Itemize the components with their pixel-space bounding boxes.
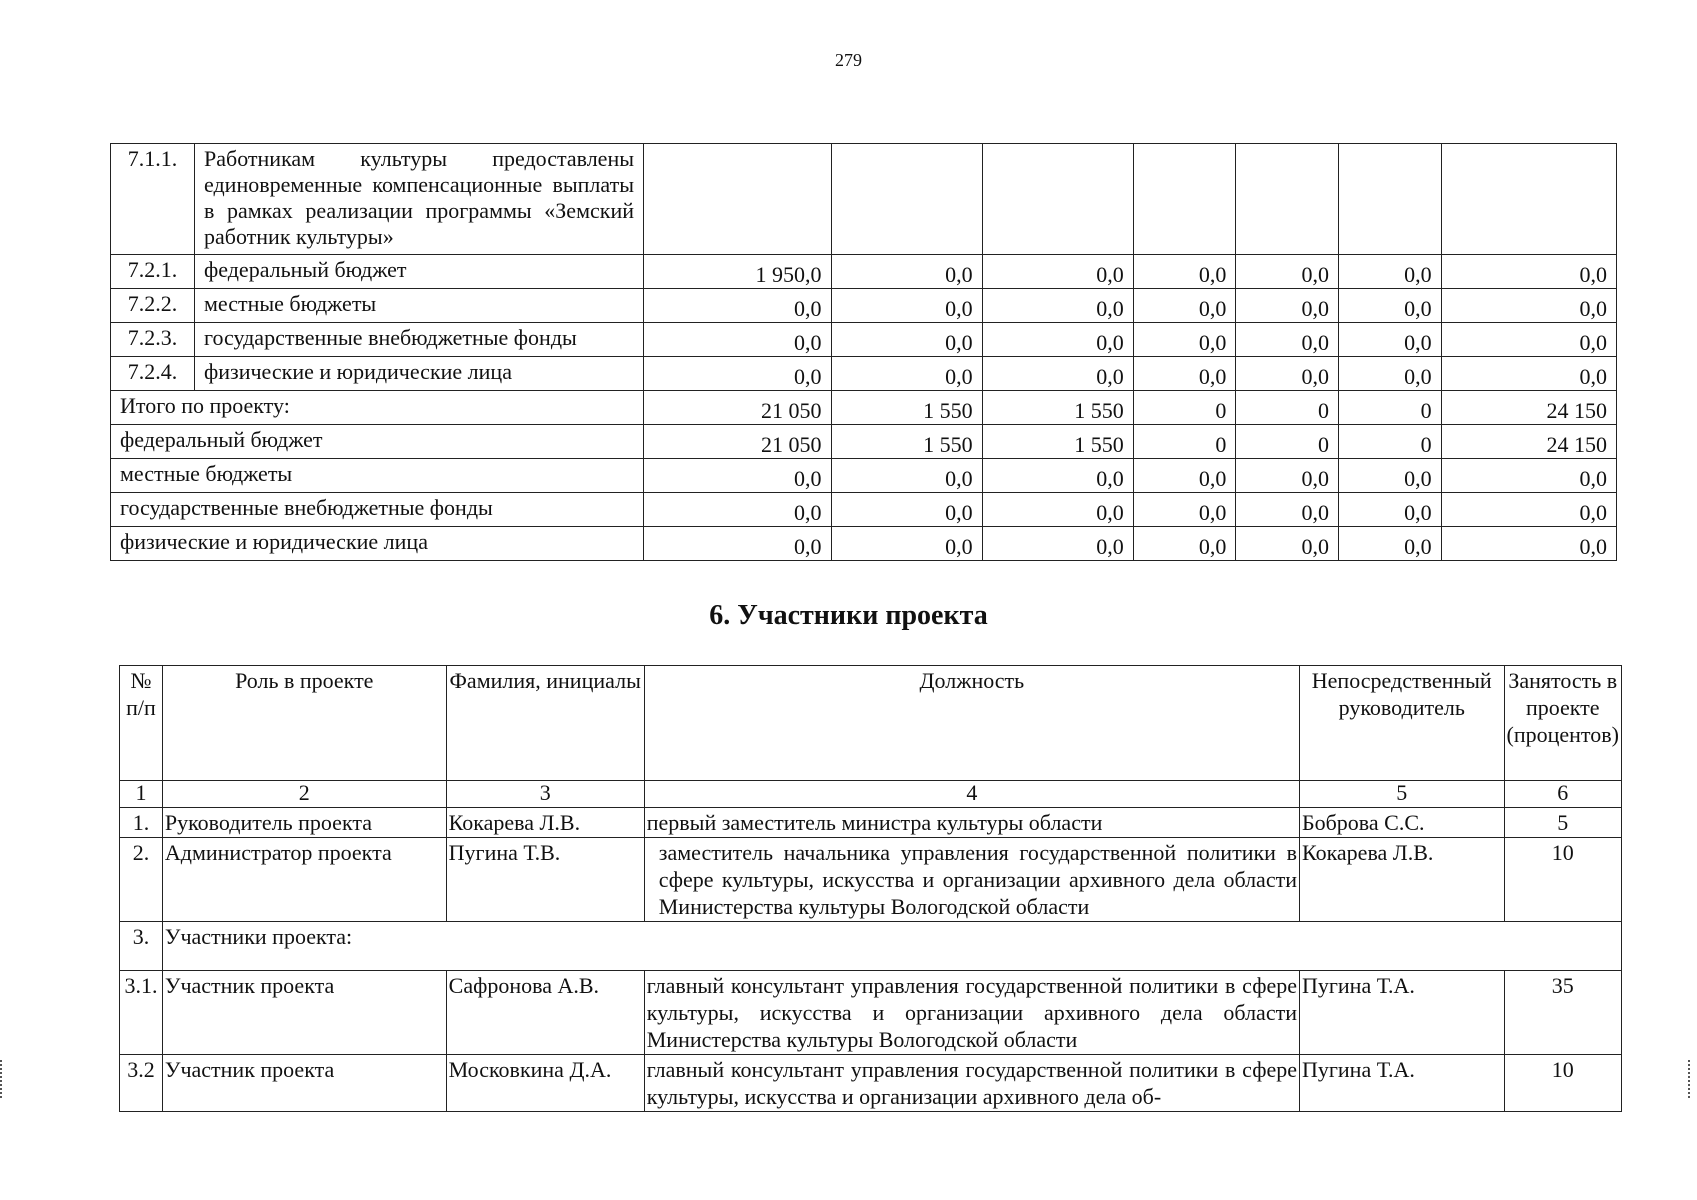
value-cell: 0,0 [1236,357,1339,391]
index-cell: 6 [1504,781,1622,808]
total-label: федеральный бюджет [111,425,644,459]
row-name: Московкина Д.А. [446,1055,644,1112]
value-cell: 0,0 [1133,527,1236,561]
value-cell: 24 150 [1441,425,1616,459]
row-role: Участник проекта [162,971,446,1055]
value-cell [982,144,1133,255]
table-row [120,971,1622,1055]
table-row [111,255,1617,289]
value-cell: 0,0 [644,289,832,323]
value-cell: 0 [1236,391,1339,425]
value-cell: 1 550 [831,391,982,425]
value-cell: 0,0 [644,357,832,391]
page-number: 279 [835,50,862,70]
value-cell: 0,0 [1441,459,1616,493]
index-cell: 2 [162,781,446,808]
value-cell: 0,0 [1236,527,1339,561]
total-row [111,459,1617,493]
value-cell [1133,144,1236,255]
value-cell: 0,0 [982,459,1133,493]
row-position: главный консультант управления государственной политики в сфере культуры, искусства и организации архивного дела области Министерства культуры Вологодской области [644,971,1299,1055]
value-cell: 0,0 [831,459,982,493]
value-cell: 0,0 [831,357,982,391]
row-load: 10 [1504,1055,1622,1112]
table-row [111,323,1617,357]
value-cell: 0,0 [982,493,1133,527]
row-position: первый заместитель министра культуры области [644,808,1299,838]
row-number: 2. [120,838,163,922]
row-number: 3.2 [120,1055,163,1112]
value-cell: 0,0 [831,527,982,561]
row-load: 35 [1504,971,1622,1055]
value-cell: 0,0 [1133,323,1236,357]
value-cell: 24 150 [1441,391,1616,425]
value-cell: 0,0 [1236,493,1339,527]
row-label: физические и юридические лица [195,357,644,391]
table-row [111,357,1617,391]
value-cell: 0,0 [644,527,832,561]
value-cell [644,144,832,255]
value-cell: 0,0 [1338,255,1441,289]
value-cell: 0,0 [644,459,832,493]
row-position: заместитель начальника управления государственной политики в сфере культуры, искусства и организации архивного дела области Министерства культуры Вологодской области [644,838,1299,922]
row-label: государственные внебюджетные фонды [195,323,644,357]
value-cell: 0 [1133,391,1236,425]
value-cell [1338,144,1441,255]
table-row [111,289,1617,323]
value-cell: 0,0 [1441,289,1616,323]
row-role: Участник проекта [162,1055,446,1112]
header-number: № п/п [120,666,163,781]
value-cell: 1 550 [982,391,1133,425]
index-cell: 3 [446,781,644,808]
value-cell: 0,0 [1338,323,1441,357]
row-label: федеральный бюджет [195,255,644,289]
value-cell: 0 [1338,425,1441,459]
value-cell: 0,0 [982,255,1133,289]
row-number: 1. [120,808,163,838]
participants-table [119,665,1622,1112]
value-cell: 0,0 [644,493,832,527]
value-cell: 1 950,0 [644,255,832,289]
row-code: 7.2.4. [111,357,195,391]
value-cell: 0,0 [1441,357,1616,391]
row-manager: Боброва С.С. [1299,808,1504,838]
value-cell: 0,0 [1338,357,1441,391]
row-label: Работникам культуры предоставлены единовременные компенсационные выплаты в рамках реализации программы «Земский работник культуры» [195,144,644,255]
value-cell: 0,0 [1338,289,1441,323]
total-label: государственные внебюджетные фонды [111,493,644,527]
row-manager: Кокарева Л.В. [1299,838,1504,922]
row-code: 7.2.2. [111,289,195,323]
budget-table [110,143,1617,561]
value-cell: 0,0 [1338,459,1441,493]
value-cell: 0,0 [1236,459,1339,493]
value-cell: 1 550 [831,425,982,459]
row-name: Сафронова А.В. [446,971,644,1055]
value-cell: 0,0 [982,323,1133,357]
row-number: 3.1. [120,971,163,1055]
total-label: местные бюджеты [111,459,644,493]
value-cell: 21 050 [644,391,832,425]
total-row [111,493,1617,527]
row-number: 3. [120,922,163,971]
row-load: 10 [1504,838,1622,922]
scan-edge-mark [0,1060,6,1098]
value-cell: 0,0 [1133,459,1236,493]
value-cell: 0,0 [1441,527,1616,561]
index-row [120,781,1622,808]
value-cell: 0,0 [1441,255,1616,289]
value-cell: 21 050 [644,425,832,459]
row-code: 7.1.1. [111,144,195,255]
value-cell: 0,0 [982,357,1133,391]
value-cell: 1 550 [982,425,1133,459]
value-cell [1236,144,1339,255]
row-code: 7.2.1. [111,255,195,289]
table-row [120,808,1622,838]
index-cell: 1 [120,781,163,808]
row-position: главный консультант управления государственной политики в сфере культуры, искусства и организации архивного дела об- [644,1055,1299,1112]
value-cell: 0,0 [831,255,982,289]
value-cell [831,144,982,255]
value-cell: 0 [1133,425,1236,459]
value-cell: 0,0 [831,493,982,527]
table-row [111,144,1617,255]
value-cell: 0,0 [644,323,832,357]
value-cell: 0,0 [982,289,1133,323]
value-cell: 0,0 [1338,527,1441,561]
group-label: Участники проекта: [162,922,1621,971]
value-cell: 0,0 [1338,493,1441,527]
value-cell: 0,0 [1236,255,1339,289]
value-cell: 0,0 [1133,357,1236,391]
table-row [120,838,1622,922]
row-manager: Пугина Т.А. [1299,1055,1504,1112]
header-manager: Непосредственный руководитель [1299,666,1504,781]
value-cell: 0,0 [1236,323,1339,357]
value-cell: 0,0 [1133,493,1236,527]
value-cell: 0 [1338,391,1441,425]
value-cell: 0,0 [831,289,982,323]
value-cell: 0,0 [831,323,982,357]
value-cell: 0,0 [1441,493,1616,527]
row-role: Администратор проекта [162,838,446,922]
group-row [120,922,1622,971]
value-cell: 0,0 [1133,289,1236,323]
header-role: Роль в проекте [162,666,446,781]
value-cell: 0 [1236,425,1339,459]
value-cell: 0,0 [1441,323,1616,357]
header-name: Фамилия, инициалы [446,666,644,781]
total-label: Итого по проекту: [111,391,644,425]
value-cell: 0,0 [982,527,1133,561]
total-row [111,391,1617,425]
index-cell: 5 [1299,781,1504,808]
table-row [120,1055,1622,1112]
value-cell: 0,0 [1236,289,1339,323]
row-load: 5 [1504,808,1622,838]
row-code: 7.2.3. [111,323,195,357]
row-manager: Пугина Т.А. [1299,971,1504,1055]
row-name: Кокарева Л.В. [446,808,644,838]
header-position: Должность [644,666,1299,781]
scan-edge-mark [1688,1060,1694,1098]
value-cell [1441,144,1616,255]
row-name: Пугина Т.В. [446,838,644,922]
total-row [111,527,1617,561]
row-label: местные бюджеты [195,289,644,323]
section-title: 6. Участники проекта [709,600,988,631]
row-role: Руководитель проекта [162,808,446,838]
value-cell: 0,0 [1133,255,1236,289]
index-cell: 4 [644,781,1299,808]
header-row [120,666,1622,781]
total-label: физические и юридические лица [111,527,644,561]
header-load: Занятость в проекте (процентов) [1504,666,1622,781]
total-row [111,425,1617,459]
